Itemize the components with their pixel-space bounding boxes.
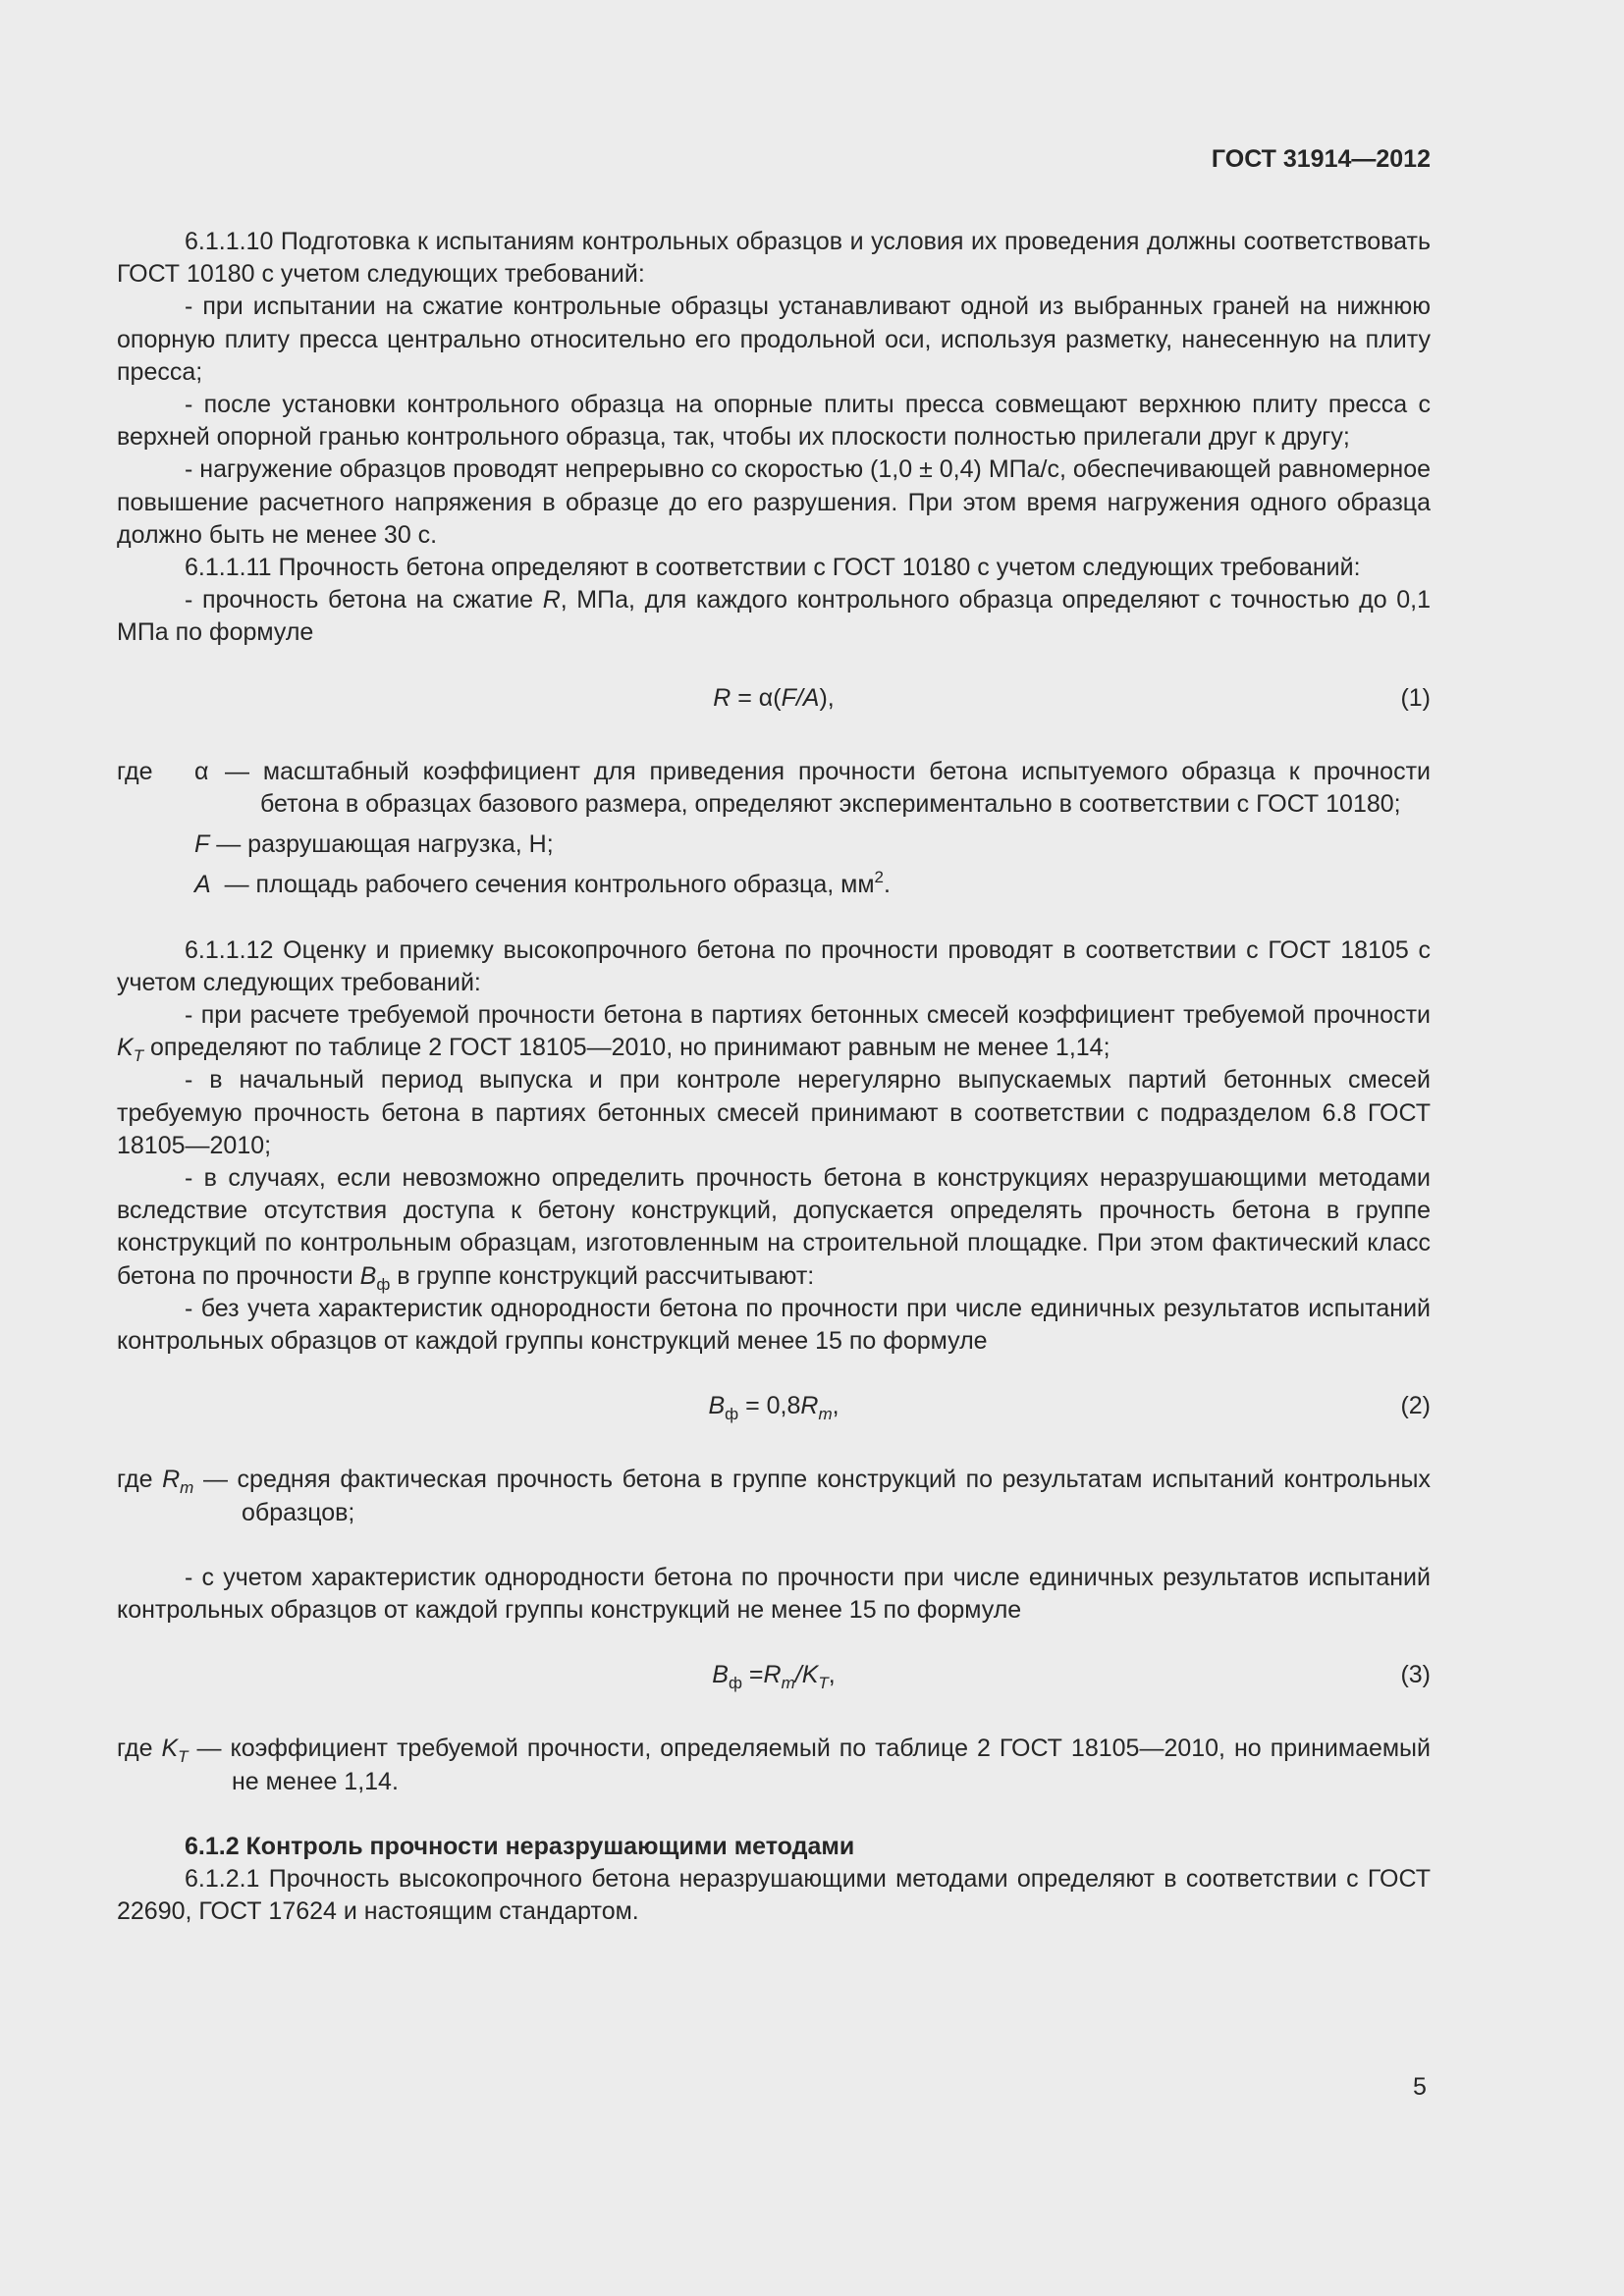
list-item: - без учета характеристик однородности бетона по прочности при числе единичных результатов испытаний контрольных образцов от каждой группы конструкций менее 15 по формуле [117,1294,1431,1356]
list-item: - в случаях, если невозможно определить прочность бетона в конструкциях неразрушающими методами вследствие отсутствия доступа к бетону конструкций, допускается определять прочность бетона в группе конструкций по контрольным образцам, изготовленным на строительной площадке. При этом фактический класс бетона по прочности $B_ф$ в группе конструкций рассчитывают: [117,1164,1431,1294]
where-F: F — разрушающая нагрузка, Н; [194,830,554,859]
paragraph-6-1-1-12: 6.1.1.12 Оценку и приемку высокопрочного бетона по прочности проводят в соответствии с ГОСТ 18105 с учетом следующих требований: [117,935,1431,996]
document-body [117,226,1431,1928]
where-KT: где $K_T$ — коэффициент требуемой прочности, определяемый по таблице 2 ГОСТ 18105—2010, но принимаемый не менее 1,14. [117,1735,1431,1795]
list-item: - в начальный период выпуска и при контроле нерегулярно выпускаемых партий бетонных смесей требуемую прочность бетона в партиях бетонных смесей принимают в соответствии с подразделом 6.8 ГОСТ 18105—2010; [117,1066,1431,1159]
list-item: - прочность бетона на сжатие R, МПа, для каждого контрольного образца определяют с точностью до 0,1 МПа по формуле [117,586,1431,647]
paragraph-6-1-1-10: 6.1.1.10 Подготовка к испытаниям контрольных образцов и условия их проведения должны соответствовать ГОСТ 10180 с учетом следующих требований: [117,228,1431,289]
page-number: 5 [1413,2073,1427,2101]
where-Rm: где $R_m$ — средняя фактическая прочность бетона в группе конструкций по результатам испытаний контрольных образцов; [117,1466,1432,1526]
equation-number: (3) [1400,1661,1431,1689]
formula-3: $B_ф =R_m/K_T$, (3) [712,1661,1431,1693]
paragraph-6-1-1-11: 6.1.1.11 Прочность бетона определяют в соответствии с ГОСТ 10180 с учетом следующих требований: [185,554,1361,582]
where-A: A — площадь рабочего сечения контрольного образца, $мм^2$. [194,868,891,899]
list-item: - при испытании на сжатие контрольные образцы устанавливают одной из выбранных граней на нижнюю опорную плиту пресса центрально относительно его продольной оси, используя разметку, нанесенную на плиту пресса; [117,293,1431,386]
equation-number: (2) [1400,1392,1431,1420]
list-item: - после установки контрольного образца на опорные плиты пресса совмещают верхнюю плиту пресса с верхней опорной гранью контрольного образца, так, чтобы их плоскости полностью прилегали друг к другу; [117,391,1431,452]
formula-1: R = α(F/A), (1) [117,682,1431,715]
document-header: ГОСТ 31914—2012 [1211,145,1431,173]
list-item: - с учетом характеристик однородности бетона по прочности при числе единичных результатов испытаний контрольных образцов от каждой группы конструкций не менее 15 по формуле [117,1563,1431,1625]
paragraph-6-1-2-1: 6.1.2.1 Прочность высокопрочного бетона неразрушающими методами определяют в соответствии с ГОСТ 22690, ГОСТ 17624 и настоящим стандартом. [117,1865,1431,1926]
formula-2: $B_ф = 0,8R_m$, (2) [708,1392,1431,1424]
equation-number: (1) [1400,683,1431,712]
list-item: - нагружение образцов проводят непрерывно со скоростью (1,0 ± 0,4) МПа/с, обеспечивающей равномерное повышение расчетного напряжения в образце до его разрушения. При этом время нагружения одного образца должно быть не менее 30 с. [117,455,1431,549]
where-alpha: где α — масштабный коэффициент для приведения прочности бетона испытуемого образца к прочности бетона в образцах базового размера, определяют экспериментально в соответствии с ГОСТ 10180; [117,757,1431,819]
list-item: - при расчете требуемой прочности бетона в партиях бетонных смесей коэффициент требуемой прочности $K_T$ определяют по таблице 2 ГОСТ 18105—2010, но принимают равным не менее 1,14; [117,1001,1431,1066]
section-heading-6-1-2: 6.1.2 Контроль прочности неразрушающими методами [185,1832,855,1860]
